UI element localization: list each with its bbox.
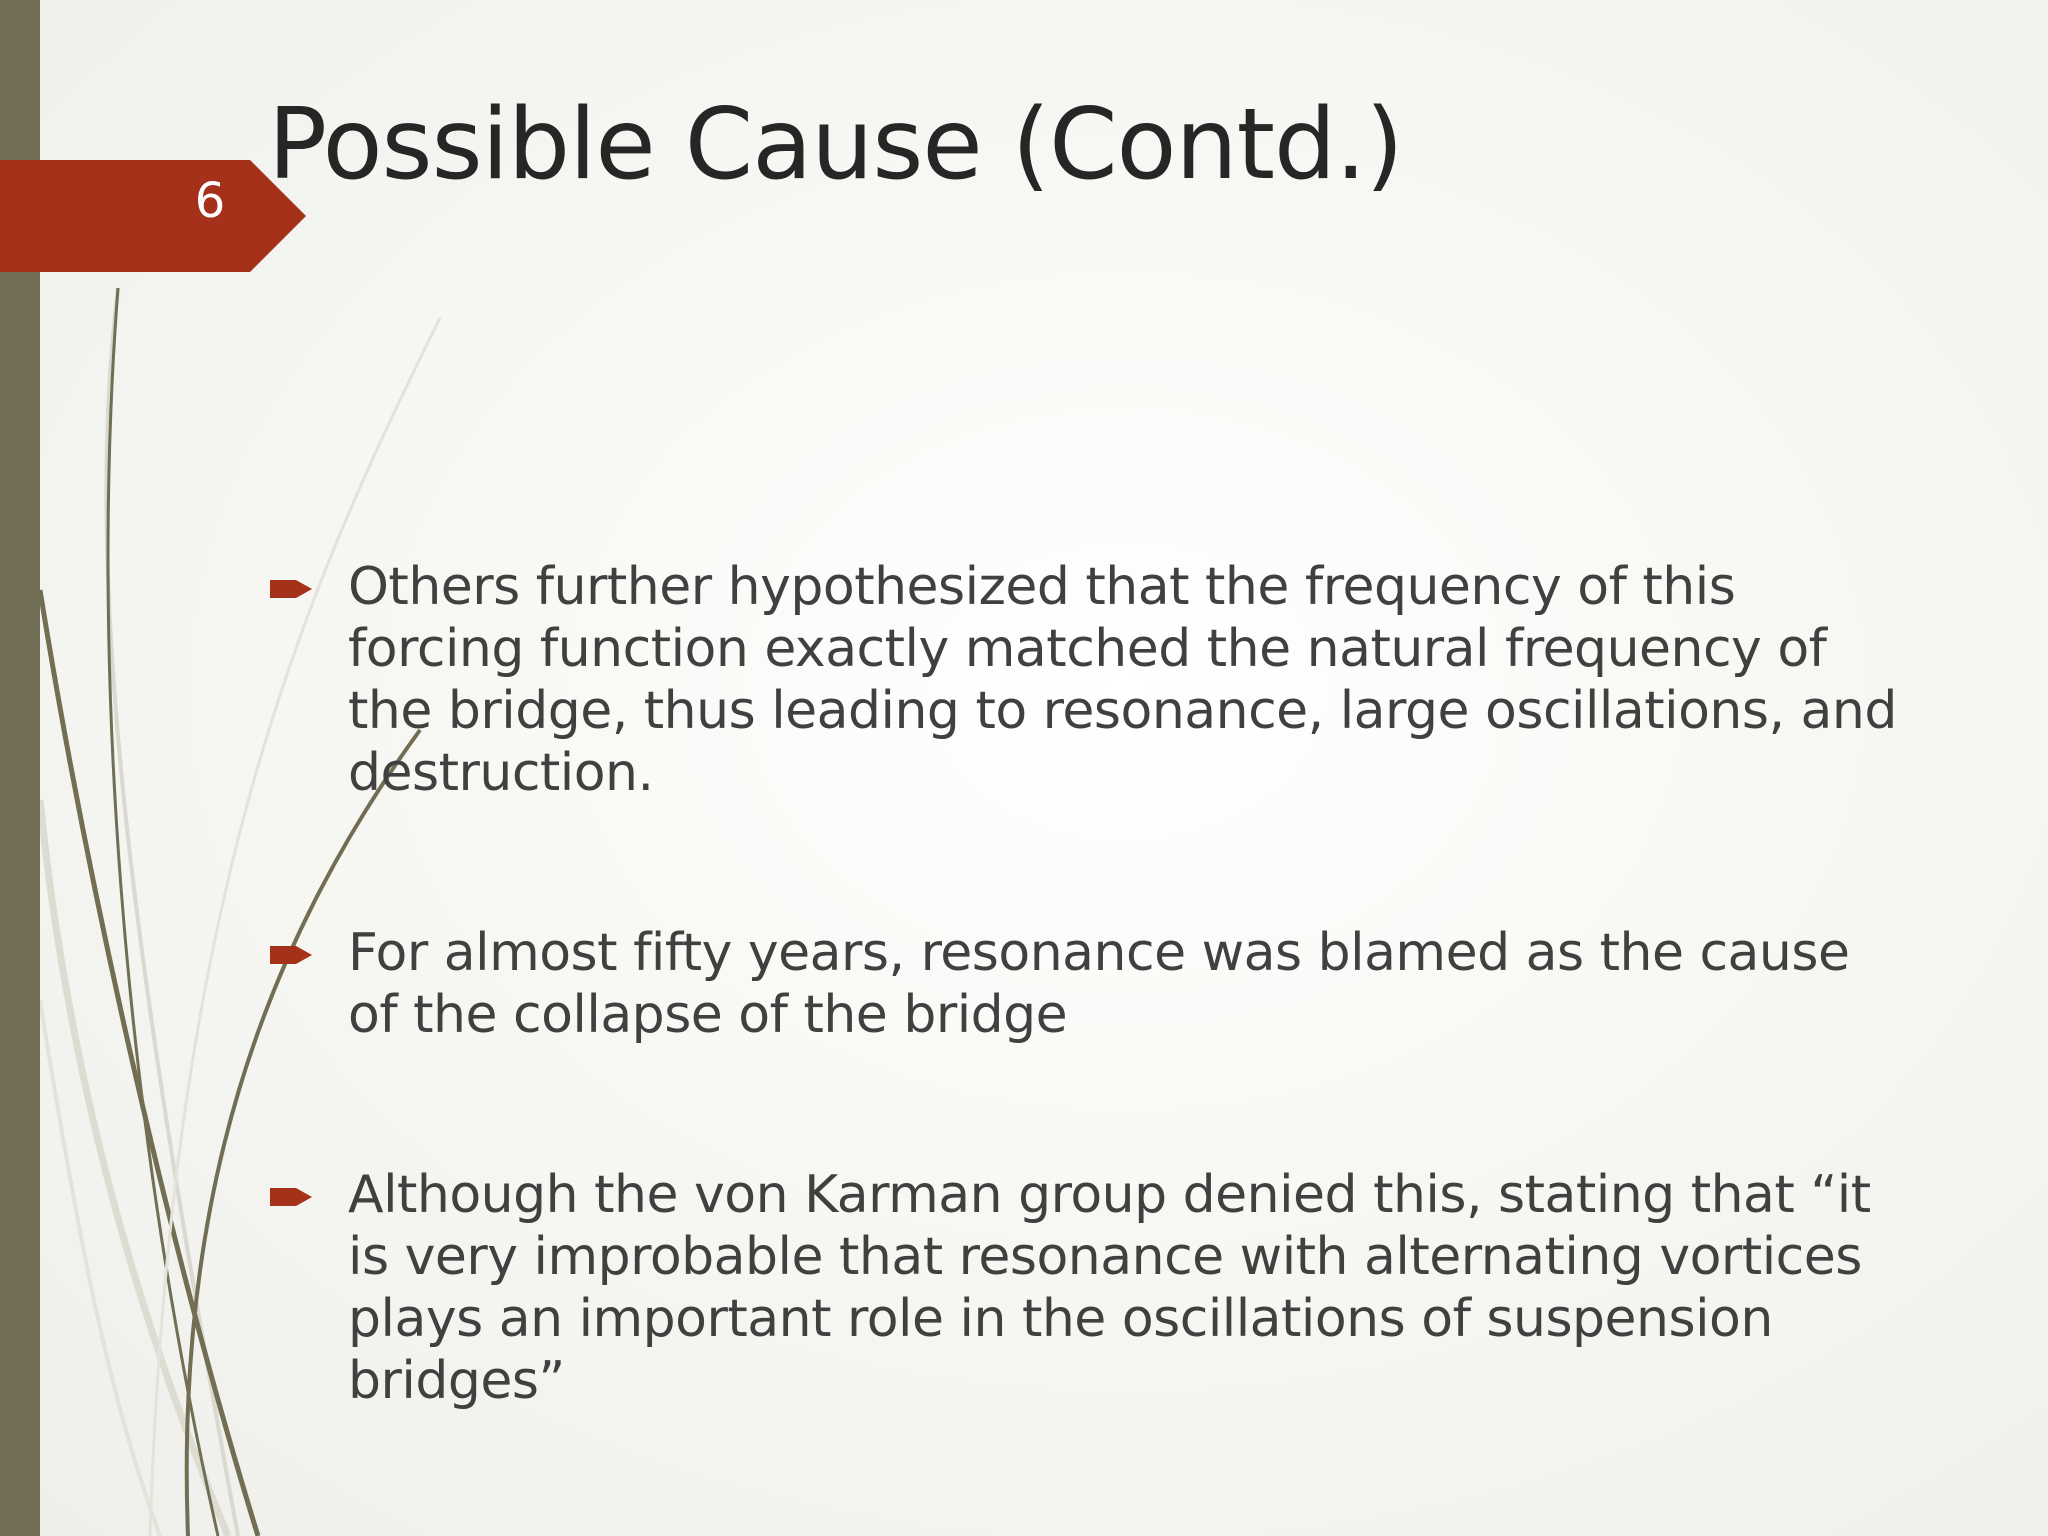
arrow-right-icon [270,942,314,968]
bullet-item [270,922,1910,1046]
bullet-item [270,556,1910,804]
bullet-item [270,1164,1910,1412]
bullet-list [270,556,1910,1412]
bullet-text: For almost fifty years, resonance was blamed as the cause of the collapse of the bridge [348,923,1850,1045]
slide-number-tab [0,160,306,272]
arrow-right-icon [270,576,314,602]
arrow-right-icon [270,1184,314,1210]
bullet-text: Others further hypothesized that the frequency of this forcing function exactly matched the natural frequency of the bridge, thus leading to resonance, large oscillations, and destruction. [348,557,1897,803]
slide-title: Possible Cause (Contd.) [268,88,1403,202]
bullet-text: Although the von Karman group denied this, stating that “it is very improbable that resonance with alternating vortices plays an important role in the oscillations of suspension bridges” [348,1165,1871,1411]
slide-number: 6 [194,173,226,229]
